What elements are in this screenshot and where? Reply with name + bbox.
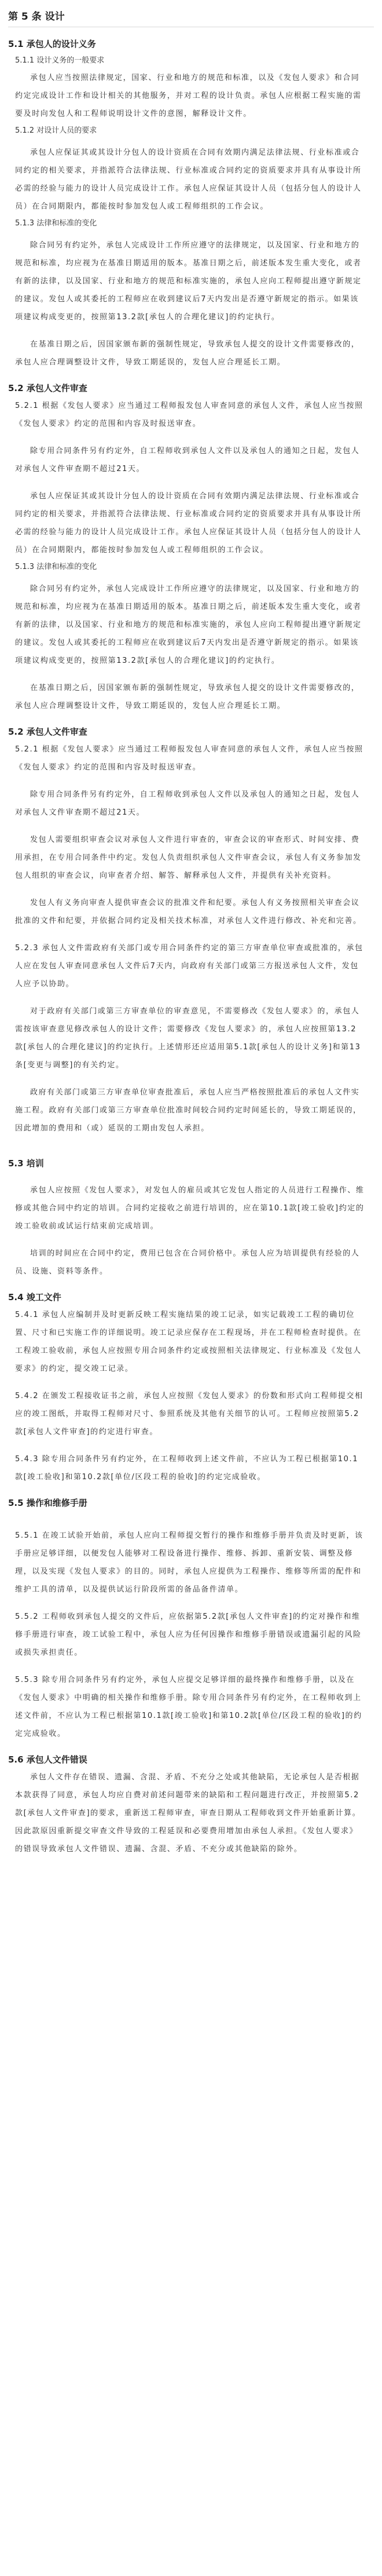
paragraph: 发包人需要组织审查会议对承包人文件进行审查的，审查会议的审查形式、时间安排、费用承担，在专用合同条件中约定。发包人负责组织承包人文件审查会议，承包人有义务参加发包人组织的审查会议，向审查者介绍、解答、解释承包人文件，并提供有关补充资料。	[15, 835, 362, 880]
paragraph: 在基准日期之后，因国家颁布新的强制性规定，导致承包人提交的设计文件需要修改的，承包人应合理调整设计文件，导致工期延误的，发包人应合理延长工期。	[15, 684, 360, 710]
subsection-5-1-2: 5.1.2 对设计人员的要求	[15, 126, 97, 135]
paragraph: 5.2.3 承包人文件需政府有关部门或专用合同条件约定的第三方审查单位审查或批准的，承包人应在发包人审查同意承包人文件后7天内，向政府有关部门或第三方报送承包人文件，发包人应予以协助。	[15, 944, 363, 988]
paragraph: 除专用合同条件另有约定外，自工程师收到承包人文件以及承包人的通知之日起，发包人对承包人文件审查期不超过21天。	[15, 790, 360, 817]
paragraph: 承包人应按照《发包人要求》，对发包人的雇员或其它发包人指定的人员进行工程操作、维修或其他合同中约定的培训。合同约定接收之前进行培训的，应在第10.1款[竣工验收]约定的竣工验收前或试运行结束前完成培训。	[15, 1186, 365, 1231]
paragraph: 发包人有义务向审查人提供审查会议的批准文件和纪要。承包人有义务按照相关审查会议批准的文件和纪要，并依据合同约定及相关技术标准，对承包人文件进行修改、补充和完善。	[15, 899, 362, 925]
paragraph: 在基准日期之后，因国家颁布新的强制性规定，导致承包人提交的设计文件需要修改的，承包人应合理调整设计文件，导致工期延误的，发包人应合理延长工期。	[15, 340, 360, 367]
paragraph: 除合同另有约定外，承包人完成设计工作所应遵守的法律规定，以及国家、行业和地方的规范和标准，均应视为在基准日期适用的版本。基准日期之后，前述版本发生重大变化，或者有新的法律，以及国家、行业和地方的规范和标准实施的，承包人应向工程师提出遵守新规定的建议。发包人或其委托的工程师应在收到建议后7天内发出是否遵守新规定的指示。如果该项建议构成变更的，按照第13.2款[承包人的合理化建议]的约定执行。	[15, 241, 362, 322]
paragraph: 5.5.3 除专用合同条件另有约定外，承包人应提交足够详细的最终操作和维修手册，以及在《发包人要求》中明确的相关操作和维修手册。除专用合同条件另有约定外，在工程师收到上述文件前，不应认为工程已根据第10.1款[竣工验收]和第10.2款[单位/区段工程的验收]的约定完成验收。	[15, 1676, 362, 1738]
section-5-5-heading: 5.5 操作和维修手册	[8, 1498, 87, 1508]
paragraph: 承包人应当按照法律规定，国家、行业和地方的规范和标准，以及《发包人要求》和合同约定完成设计工作和设计相关的其他服务，并对工程的设计负责。承包人应根据工程实施的需要及时向发包人和工程师说明设计文件的意图，解释设计文件。	[15, 74, 362, 118]
section-5-2-heading-repeat: 5.2 承包人文件审查	[8, 727, 87, 737]
paragraph: 5.4.1 承包人应编制并及时更新反映工程实施结果的竣工记录，如实记载竣工工程的确切位置、尺寸和已实施工作的详细说明。竣工记录应保存在工程现场，并在工程师检查时提供。在工程竣工验收前，承包人应按照专用合同条件约定或按照相关法律规定、行业标准及《发包人要求》的约定，提交竣工记录。	[15, 1311, 362, 1373]
section-5-3-heading: 5.3 培训	[8, 1158, 44, 1169]
section-5-1-heading: 5.1 承包人的设计义务	[8, 39, 96, 49]
subsection-5-1-3: 5.1.3 法律和标准的变化	[15, 219, 97, 228]
paragraph: 5.2.1 根据《发包人要求》应当通过工程师报发包人审查同意的承包人文件，承包人应当按照《发包人要求》约定的范围和内容及时报送审查。	[15, 402, 363, 428]
section-5-6-heading: 5.6 承包人文件错误	[8, 1754, 87, 1765]
paragraph: 政府有关部门或第三方审查单位审查批准后，承包人应当严格按照批准后的承包人文件实施工程。政府有关部门或第三方审查单位批准时间较合同约定时间延长的，导致工期延误的，因此增加的费用和（或）延误的工期由发包人承担。	[15, 1088, 362, 1133]
paragraph: 承包人应保证其或其设计分包人的设计资质在合同有效期内满足法律法规、行业标准或合同约定的相关要求，并指派符合法律法规、行业标准或合同约定的资质要求并具有从事设计所必需的经验与能力的设计人员完成设计工作。承包人应保证其设计人员（包括分包人的设计人员）在合同期限内，都能按时参加发包人或工程师组织的工作会议。	[15, 148, 362, 211]
paragraph: 5.4.2 在颁发工程接收证书之前，承包人应按照《发包人要求》的份数和形式向工程师提交相应的竣工图纸，并取得工程师对尺寸、参照系统及其他有关细节的认可。工程师应按照第5.2款[承包人文件审查]的约定进行审查。	[15, 1392, 363, 1436]
paragraph: 除合同另有约定外，承包人完成设计工作所应遵守的法律规定，以及国家、行业和地方的规范和标准，均应视为在基准日期适用的版本。基准日期之后，前述版本发生重大变化，或者有新的法律，以及国家、行业和地方的规范和标准实施的，承包人应向工程师提出遵守新规定的建议。发包人或其委托的工程师应在收到建议后7天内发出是否遵守新规定的指示。如果该项建议构成变更的，按照第13.2款[承包人的合理化建议]的约定执行。	[15, 585, 362, 665]
top-margin	[0, 0, 382, 6]
chapter-title: 第 5 条 设计	[8, 11, 65, 23]
subsection-5-1-1: 5.1.1 设计义务的一般要求	[15, 56, 105, 65]
paragraph: 承包人应保证其或其设计分包人的设计资质在合同有效期内满足法律法规、行业标准或合同约定的相关要求，并指派符合法律法规、行业标准或合同约定的资质要求并具有从事设计所必需的经验与能力的设计人员完成设计工作。承包人应保证其设计人员（包括分包人的设计人员）在合同期限内，都能按时参加发包人或工程师组织的工作会议。	[15, 492, 362, 554]
section-5-2-heading: 5.2 承包人文件审查	[8, 383, 87, 393]
paragraph: 5.2.1 根据《发包人要求》应当通过工程师报发包人审查同意的承包人文件，承包人应当按照《发包人要求》约定的范围和内容及时报送审查。	[15, 745, 363, 772]
subsection-5-1-3-repeat: 5.1.3 法律和标准的变化	[15, 563, 97, 571]
section-5-4-heading: 5.4 竣工文件	[8, 1292, 61, 1302]
paragraph: 5.4.3 除专用合同条件另有约定外，在工程师收到上述文件前，不应认为工程已根据第10.1款[竣工验收]和第10.2款[单位/区段工程的验收]的约定完成验收。	[15, 1455, 359, 1482]
paragraph: 5.5.2 工程师收到承包人提交的文件后，应依据第5.2款[承包人文件审查]的约定对操作和维修手册进行审查，竣工试验工程中，承包人应为任何因操作和维修手册错误或遗漏引起的风险或损失承担责任。	[15, 1612, 362, 1657]
paragraph: 培训的时间应在合同中约定，费用已包含在合同价格中。承包人应为培训提供有经验的人员、设施、资料等条件。	[15, 1249, 360, 1276]
paragraph: 除专用合同条件另有约定外，自工程师收到承包人文件以及承包人的通知之日起，发包人对承包人文件审查期不超过21天。	[15, 447, 360, 473]
paragraph: 5.5.1 在竣工试验开始前，承包人应向工程师提交暂行的操作和维修手册并负责及时更新，该手册应足够详细，以便发包人能够对工程设备进行操作、维修、拆卸、重新安装、调整及修理，以及实现《发包人要求》的目的。同时，承包人应提供为工程操作、维修等所需的配件和维护工具的清单，以及提供试运行阶段所需的备品备件清单。	[15, 1531, 363, 1594]
paragraph: 承包人文件存在错误、遗漏、含混、矛盾、不充分之处或其他缺陷，无论承包人是否根据本款获得了同意，承包人均应自费对前述问题带来的缺陷和工程问题进行改正，并按照第5.2款[承包人文件审查]的要求，重新送工程师审查，审查日期从工程师收到文件开始重新计算。因此款原因重新提交审查文件导致的工程延误和必要费用增加由承包人承担。《发包人要求》的错误导致承包人文件错误、遗漏、含混、矛盾、不充分或其他缺陷的除外。	[15, 1773, 361, 1853]
paragraph: 对于政府有关部门或第三方审查单位的审查意见，不需要修改《发包人要求》的，承包人需按该审查意见修改承包人的设计文件；需要修改《发包人要求》的，承包人应按照第13.2款[承包人的合理化建议]的约定执行。上述情形还应适用第5.1款[承包人的设计义务]和第13条[变更与调整]的有关约定。	[15, 1007, 361, 1070]
